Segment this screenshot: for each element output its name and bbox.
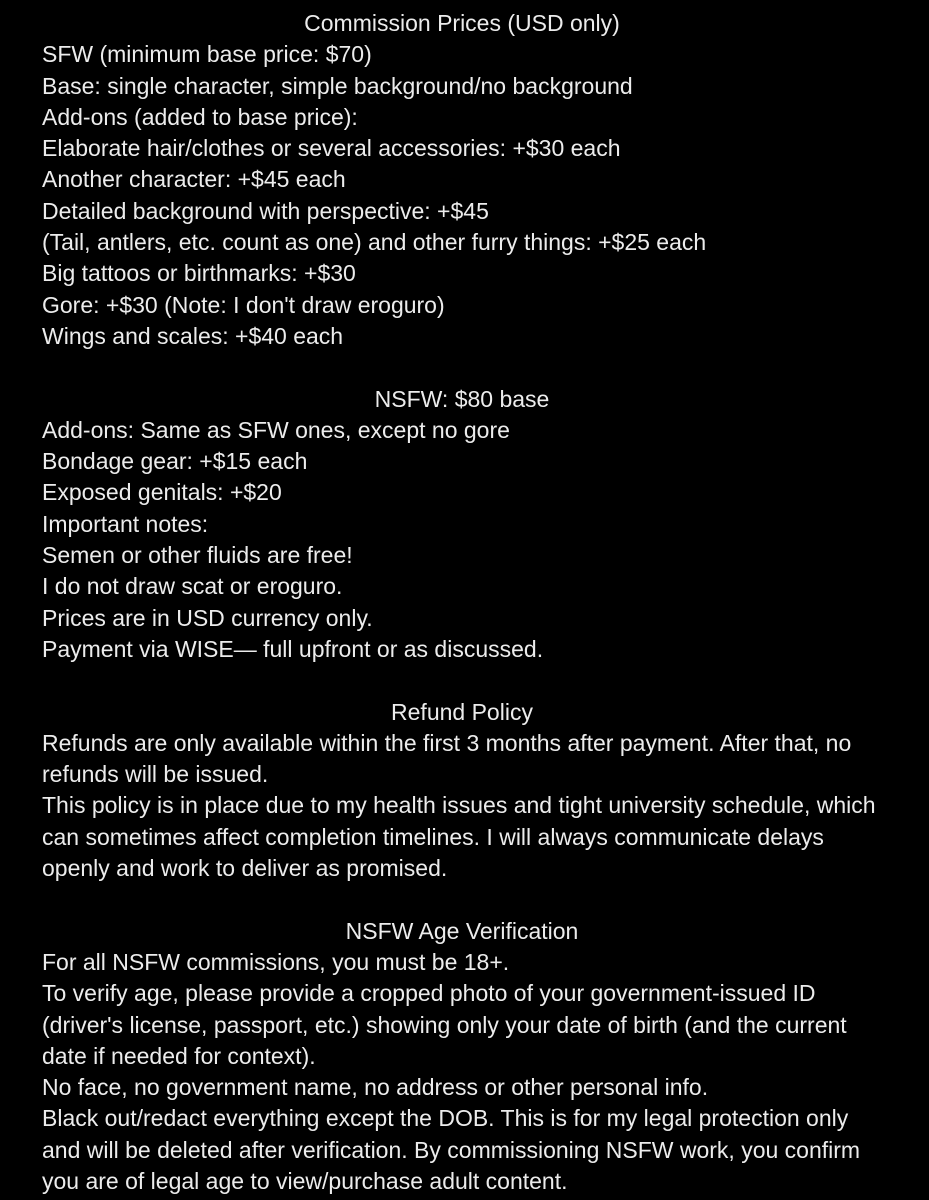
addon-line: (Tail, antlers, etc. count as one) and other furry things: +$25 each <box>42 229 707 256</box>
age-paragraph: No face, no government name, no address or other personal info. <box>42 1074 709 1101</box>
nsfw-line: I do not draw scat or eroguro. <box>42 573 343 600</box>
addon-line: Wings and scales: +$40 each <box>42 322 344 349</box>
nsfw-line: Bondage gear: +$15 each <box>42 448 308 475</box>
nsfw-line: Exposed genitals: +$20 <box>42 479 282 506</box>
addon-line: Elaborate hair/clothes or several accessories: +$30 each <box>42 135 621 162</box>
section-spacer <box>42 352 882 383</box>
nsfw-title: NSFW: $80 base <box>374 385 550 412</box>
base-description: Base: single character, simple background/no background <box>42 72 633 99</box>
section-spacer <box>42 665 882 696</box>
age-paragraph: For all NSFW commissions, you must be 18+. <box>42 948 510 975</box>
age-paragraph: To verify age, please provide a cropped photo of your government-issued ID (driver's license, passport, etc.) showing only your date of birth (and the current date if needed for context). <box>42 980 847 1069</box>
prices-section <box>42 8 882 352</box>
refund-title: Refund Policy <box>391 698 533 725</box>
nsfw-line: Semen or other fluids are free! <box>42 542 353 569</box>
addon-line: Gore: +$30 (Note: I don't draw eroguro) <box>42 291 445 318</box>
nsfw-line: Important notes: <box>42 510 209 537</box>
addon-line: Big tattoos or birthmarks: +$30 <box>42 260 356 287</box>
age-paragraph: Black out/redact everything except the DOB. This is for my legal protection only and will be deleted after verification. By commissioning NSFW work, you confirm you are of legal age to view/purchase adult content. <box>42 1105 861 1194</box>
nsfw-line: Payment via WISE— full upfront or as discussed. <box>42 635 544 662</box>
addon-line: Another character: +$45 each <box>42 166 346 193</box>
refund-section <box>42 697 882 885</box>
prices-title: Commission Prices (USD only) <box>304 10 620 36</box>
nsfw-section <box>42 384 882 666</box>
addon-line: Detailed background with perspective: +$45 <box>42 197 489 224</box>
nsfw-line: Prices are in USD currency only. <box>42 604 373 631</box>
section-spacer <box>42 884 882 915</box>
refund-paragraph: This policy is in place due to my health issues and tight university schedule, which can sometimes affect completion timelines. I will always communicate delays openly and work to deliver as promised. <box>42 792 876 882</box>
document-body <box>42 8 882 1197</box>
age-title: NSFW Age Verification <box>345 917 579 944</box>
addons-intro: Add-ons (added to base price): <box>42 103 358 130</box>
sfw-min-price: SFW (minimum base price: $70) <box>42 41 372 68</box>
nsfw-line: Add-ons: Same as SFW ones, except no gore <box>42 416 510 443</box>
age-section <box>42 916 882 1198</box>
refund-paragraph: Refunds are only available within the first 3 months after payment. After that, no refunds will be issued. <box>42 729 852 788</box>
